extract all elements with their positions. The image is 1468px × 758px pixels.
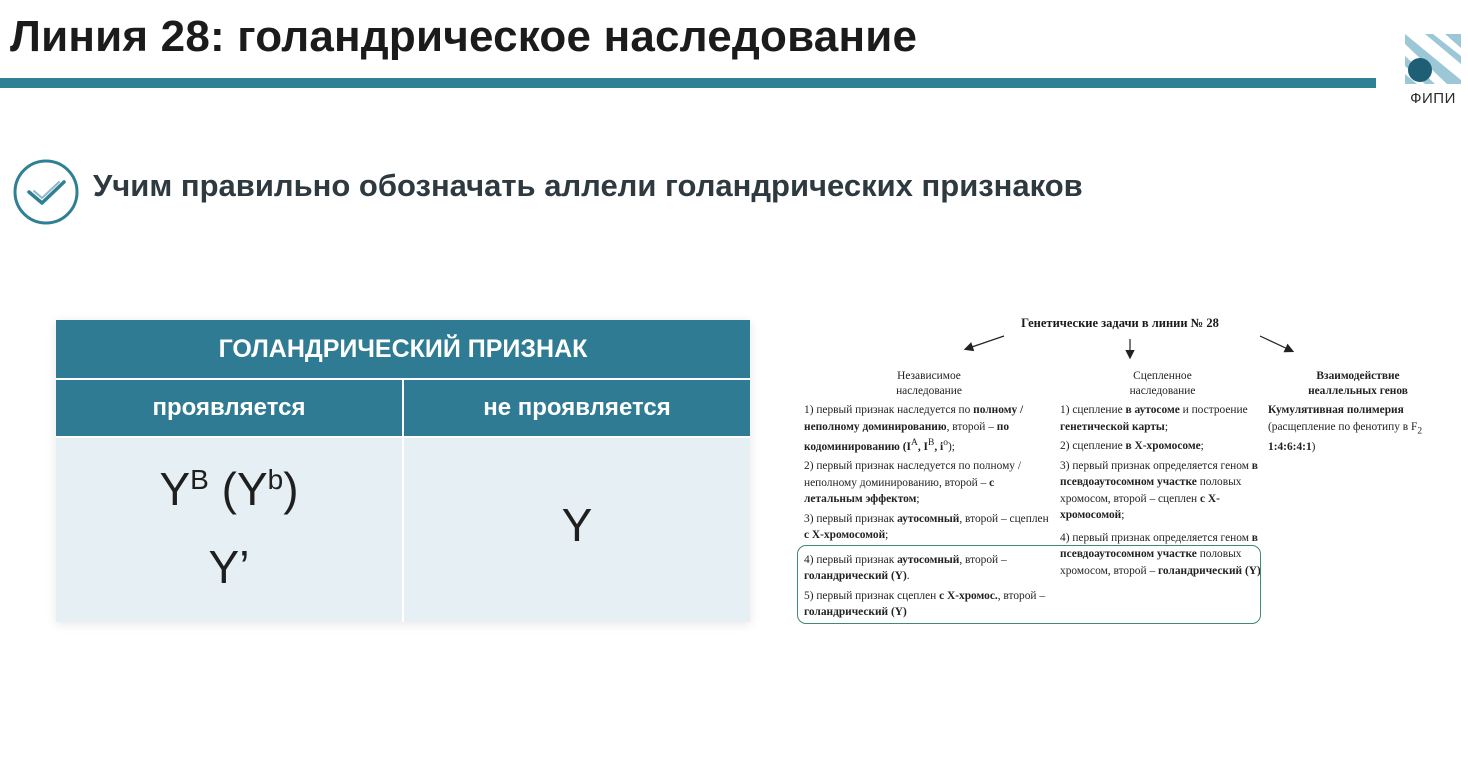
list-item: 4) первый признак определяется геном в псевдоаутосомном участке половых хромосом, второй – голандрический (Y): [1060, 531, 1261, 577]
fipi-logo: [1405, 34, 1461, 110]
cell-not-shown: [404, 438, 750, 622]
list-item: 2) первый признак наследуется по полному / неполному доминированию, второй – с летальным эффектом;: [804, 460, 1021, 506]
list-item: 5) первый признак сцеплен с Х-хромос., второй – голандрический (Y): [804, 589, 1046, 619]
column-header-shown: проявляется: [56, 380, 402, 436]
allele-notation-main: $Y^B$ $(Y^b)$: [159, 463, 299, 515]
list-item: Кумулятивная полимерия (расщепление по фенотипу в $F_2$ 1:4:6:4:1): [1268, 404, 1423, 454]
list-item: 1) первый признак наследуется по полному / неполному доминированию, второй – по кодоминированию ($I^A$, $I^B$, $i^o$);: [804, 404, 1024, 453]
column-heading: Взаимодействие неаллельных генов: [1308, 370, 1408, 397]
fipi-logo-icon: [1405, 34, 1461, 84]
list-item: 2) сцепление в Х-хромосоме;: [1060, 440, 1204, 452]
list-item: 4) первый признак аутосомный, второй – голандрический (Y).: [804, 553, 1007, 583]
list-item: 1) сцепление в аутосоме и построение генетической карты;: [1060, 404, 1248, 433]
page-title: Линия 28: голандрическое наследование: [10, 12, 918, 61]
column-heading: Независимое наследование: [896, 370, 962, 397]
allele-notation-alt: Y’: [208, 541, 250, 593]
table-header: ГОЛАНДРИЧЕСКИЙ ПРИЗНАК: [56, 320, 750, 378]
cell-shown: [56, 438, 402, 622]
list-item: 3) первый признак определяется геном в псевдоаутосомном участке половых хромосом, второй – сцеплен с Х-хромосомой;: [1060, 459, 1258, 521]
holandric-tasks-highlight: [797, 545, 1261, 624]
holandric-trait-table: [56, 320, 750, 622]
column-header-not-shown: не проявляется: [404, 380, 750, 436]
diagram-title: Генетические задачи в линии № 28: [1021, 316, 1219, 330]
genetics-tasks-diagram: [790, 305, 1450, 635]
checkmark-circle-icon: [12, 158, 80, 226]
title-underline: [0, 78, 1376, 88]
fipi-logo-text: ФИПИ: [1410, 90, 1456, 107]
allele-notation-absent: Y: [561, 499, 593, 551]
list-item: 3) первый признак аутосомный, второй – сцеплен с Х-хромосомой;: [804, 512, 1049, 542]
column-nonallelic-interaction: [1268, 369, 1448, 459]
column-heading: Сцепленное наследование: [1129, 370, 1196, 397]
section-subtitle: Учим правильно обозначать аллели голандрических признаков: [93, 168, 1083, 203]
